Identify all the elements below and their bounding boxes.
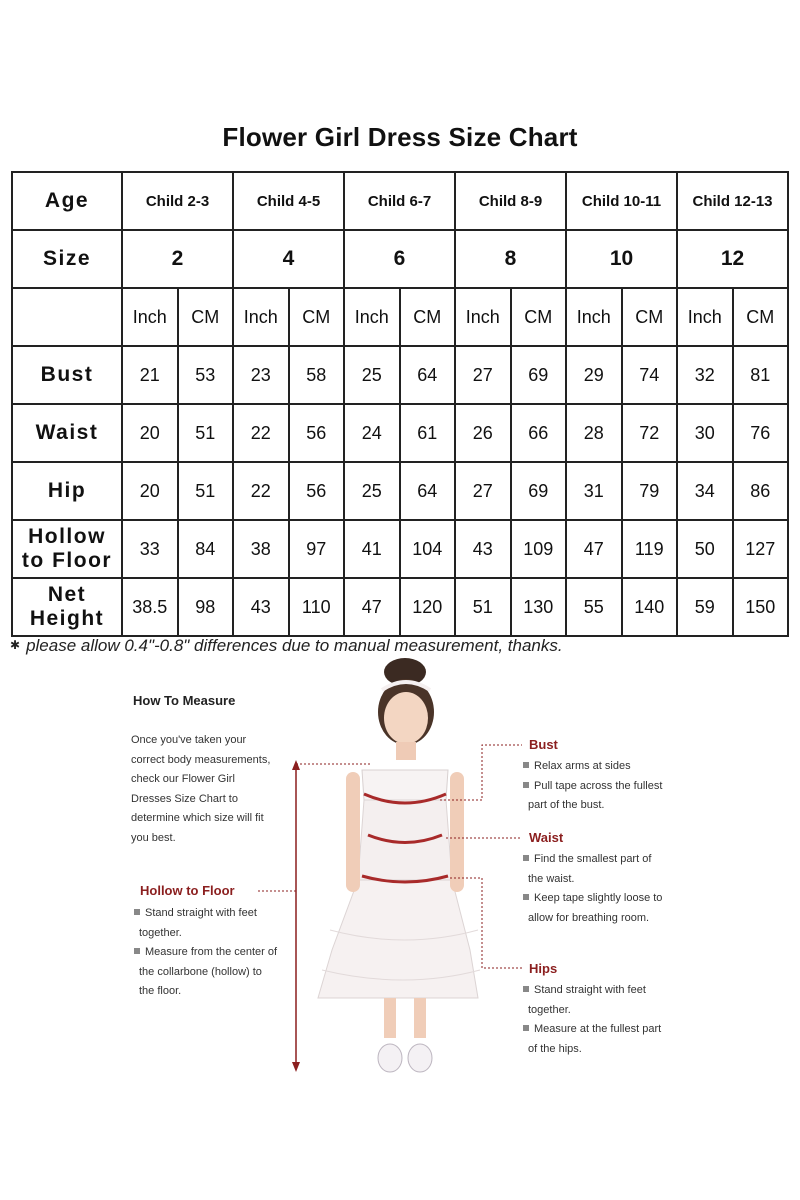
unit-cell-cm: CM [511,288,567,346]
value-cell: 38.5 [122,578,178,636]
measurement-row [12,462,788,520]
bullet-square-icon [523,855,529,861]
value-cell: 50 [677,520,733,578]
measurement-label: Waist [12,404,122,462]
measurement-label: Net Height [12,578,122,636]
unit-cell-inch: Inch [122,288,178,346]
unit-cell-inch: Inch [344,288,400,346]
hollow-to-floor-list [134,904,294,1002]
value-cell: 27 [455,346,511,404]
value-cell: 22 [233,404,289,462]
value-cell: 98 [178,578,234,636]
value-cell: 64 [400,462,456,520]
value-cell: 47 [344,578,400,636]
value-cell: 119 [622,520,678,578]
value-cell: 41 [344,520,400,578]
unit-cell-inch: Inch [455,288,511,346]
leader-lines [440,745,522,968]
list-item: Relax arms at sides [523,757,703,777]
bullet-square-icon [134,948,140,954]
how-to-measure-title: How To Measure [133,693,236,708]
value-cell: 69 [511,346,567,404]
value-cell: 22 [233,462,289,520]
value-cell: 30 [677,404,733,462]
value-cell: 64 [400,346,456,404]
value-cell: 86 [733,462,789,520]
unit-row [12,288,788,346]
girl-figure [318,658,480,1072]
age-cell: Child 12-13 [677,172,788,230]
bullet-square-icon [523,986,529,992]
size-header: Size [12,230,122,288]
value-cell: 76 [733,404,789,462]
age-cell: Child 6-7 [344,172,455,230]
unit-cell-cm: CM [178,288,234,346]
intro-line: check our Flower Girl [131,773,235,785]
value-cell: 140 [622,578,678,636]
age-cell: Child 10-11 [566,172,677,230]
value-cell: 33 [122,520,178,578]
value-cell: 150 [733,578,789,636]
age-cell: Child 4-5 [233,172,344,230]
size-cell: 10 [566,230,677,288]
intro-line: determine which size will fit [131,812,264,824]
value-cell: 43 [233,578,289,636]
bust-tape [364,794,446,803]
bullet-square-icon [134,909,140,915]
value-cell: 32 [677,346,733,404]
hips-heading: Hips [529,961,558,976]
size-cell: 8 [455,230,566,288]
size-chart-table [11,171,789,637]
intro-line: Once you've taken your [131,734,247,746]
unit-cell-inch: Inch [233,288,289,346]
how-to-measure-intro [131,731,291,848]
list-item: Stand straight with feet together. [523,981,703,1020]
measurement-row [12,520,788,578]
value-cell: 34 [677,462,733,520]
value-cell: 59 [677,578,733,636]
value-cell: 20 [122,462,178,520]
value-cell: 69 [511,462,567,520]
size-cell: 2 [122,230,233,288]
age-row [12,172,788,230]
value-cell: 84 [178,520,234,578]
value-cell: 29 [566,346,622,404]
list-item: Measure from the center of the collarbone (hollow) to the floor. [134,943,294,1002]
value-cell: 47 [566,520,622,578]
value-cell: 110 [289,578,345,636]
value-cell: 23 [233,346,289,404]
value-cell: 130 [511,578,567,636]
list-item: Pull tape across the fullest part of the bust. [523,777,703,816]
measurement-note [10,636,563,656]
measurement-row [12,346,788,404]
hollow-to-floor-heading: Hollow to Floor [140,883,235,898]
hips-list [523,981,703,1059]
value-cell: 27 [455,462,511,520]
age-header: Age [12,172,122,230]
value-cell: 61 [400,404,456,462]
bullet-square-icon [523,782,529,788]
measurement-label: Bust [12,346,122,404]
size-cell: 4 [233,230,344,288]
age-cell: Child 2-3 [122,172,233,230]
bust-list [523,757,703,816]
value-cell: 72 [622,404,678,462]
bullet-square-icon [523,894,529,900]
value-cell: 104 [400,520,456,578]
value-cell: 31 [566,462,622,520]
value-cell: 55 [566,578,622,636]
unit-cell-cm: CM [400,288,456,346]
unit-cell-inch: Inch [566,288,622,346]
intro-line: correct body measurements, [131,753,271,766]
measurement-label: Hollow to Floor [12,520,122,578]
intro-line: you best. [131,831,176,844]
waist-tape [368,835,442,843]
bullet-square-icon [523,1025,529,1031]
list-item: Stand straight with feet together. [134,904,294,943]
value-cell: 120 [400,578,456,636]
value-cell: 26 [455,404,511,462]
note-text: please allow 0.4"-0.8" differences due to manual measurement, thanks. [26,636,563,655]
value-cell: 51 [178,462,234,520]
size-cell: 12 [677,230,788,288]
asterisk-icon: ✱ [10,638,21,652]
value-cell: 97 [289,520,345,578]
waist-list [523,850,703,928]
value-cell: 38 [233,520,289,578]
value-cell: 25 [344,346,400,404]
waist-heading: Waist [529,830,564,845]
value-cell: 74 [622,346,678,404]
bullet-square-icon [523,762,529,768]
age-cell: Child 8-9 [455,172,566,230]
value-cell: 53 [178,346,234,404]
unit-cell-cm: CM [622,288,678,346]
list-item: Keep tape slightly loose to allow for breathing room. [523,889,703,928]
value-cell: 127 [733,520,789,578]
value-cell: 51 [178,404,234,462]
measurement-row [12,578,788,636]
value-cell: 25 [344,462,400,520]
measurement-row [12,404,788,462]
intro-line: Dresses Size Chart to [131,792,238,805]
value-cell: 109 [511,520,567,578]
unit-header-blank [12,288,122,346]
measurement-label: Hip [12,462,122,520]
hips-tape [362,876,448,882]
value-cell: 43 [455,520,511,578]
list-item: Measure at the fullest part of the hips. [523,1020,703,1059]
size-cell: 6 [344,230,455,288]
value-cell: 56 [289,404,345,462]
size-row [12,230,788,288]
value-cell: 81 [733,346,789,404]
value-cell: 24 [344,404,400,462]
value-cell: 21 [122,346,178,404]
bust-heading: Bust [529,737,558,752]
value-cell: 51 [455,578,511,636]
value-cell: 79 [622,462,678,520]
unit-cell-cm: CM [289,288,345,346]
unit-cell-cm: CM [733,288,789,346]
chart-title: Flower Girl Dress Size Chart [222,122,578,152]
value-cell: 28 [566,404,622,462]
value-cell: 58 [289,346,345,404]
value-cell: 66 [511,404,567,462]
unit-cell-inch: Inch [677,288,733,346]
value-cell: 20 [122,404,178,462]
list-item: Find the smallest part of the waist. [523,850,703,889]
value-cell: 56 [289,462,345,520]
